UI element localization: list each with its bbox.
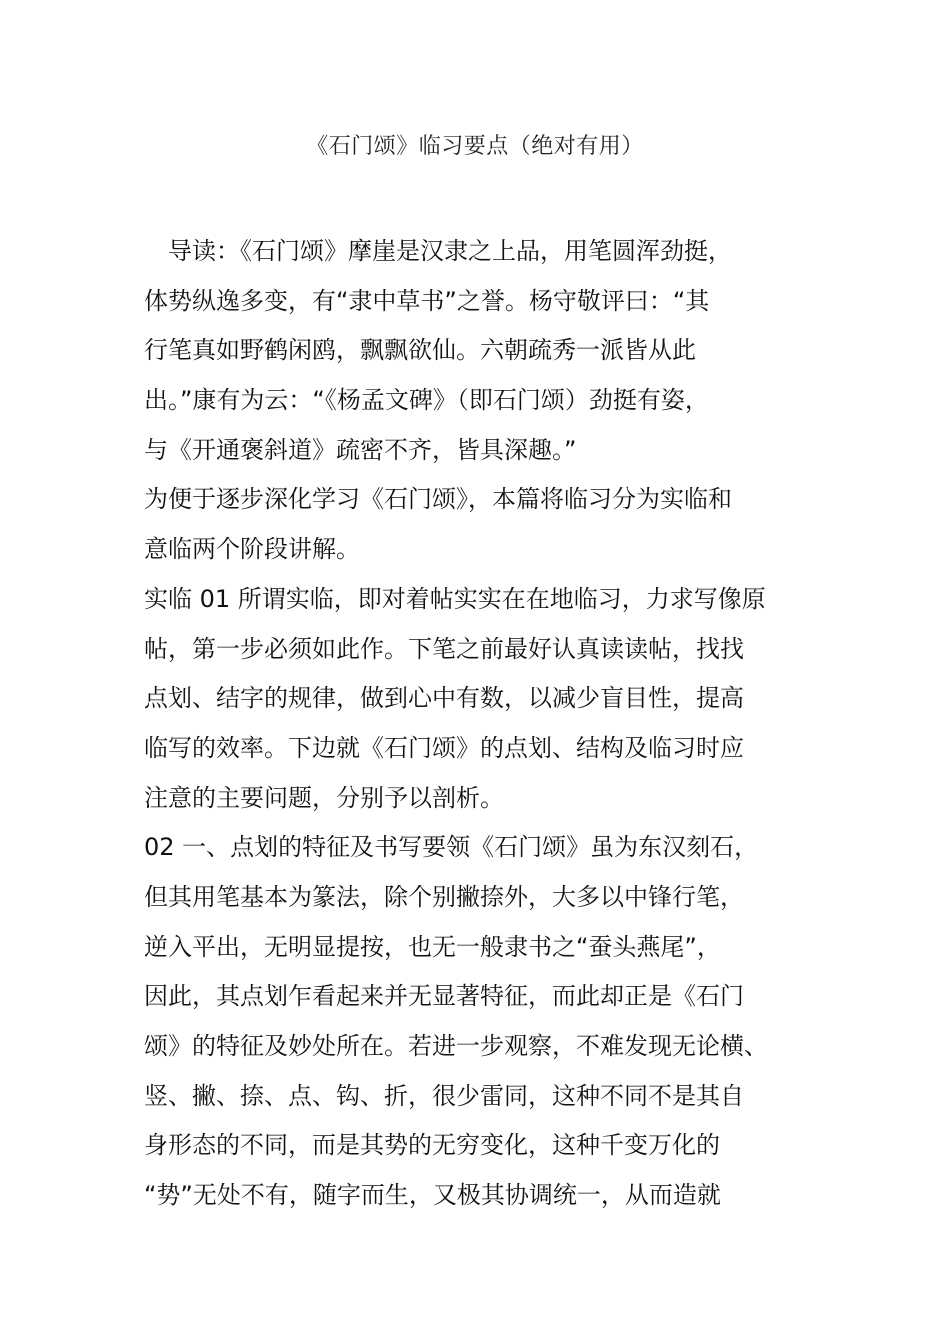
body-line: 颂》的特征及妙处所在。若进一步观察，不难发现无论横、 [144, 1032, 768, 1060]
document-title: 《石门颂》临习要点（绝对有用） [306, 134, 644, 159]
body-line: 体势纵逸多变，有“隶中草书”之誉。杨守敬评曰：“其 [144, 286, 710, 315]
body-line: 02 一、点划的特征及书写要领《石门颂》虽为东汉刻石， [144, 833, 759, 862]
body-line: 身形态的不同，而是其势的无穷变化，这种千变万化的 [144, 1131, 720, 1160]
body-line: 与《开通褒斜道》疏密不齐，皆具深趣。” [144, 435, 577, 464]
document-body [144, 227, 824, 1221]
body-line: 竖、撇、捺、点、钩、折，很少雷同，这种不同不是其自 [144, 1081, 744, 1110]
body-line: 导读：《石门颂》摩崖是汉隶之上品，用笔圆浑劲挺， [144, 237, 732, 265]
body-line: 因此，其点划乍看起来并无显著特征，而此却正是《石门 [144, 982, 744, 1011]
body-line: 帖，第一步必须如此作。下笔之前最好认真读读帖，找找 [144, 634, 744, 663]
body-line: 逆入平出，无明显提按，也无一般隶书之“蚕头燕尾”， [144, 932, 721, 961]
body-line: 为便于逐步深化学习《石门颂》，本篇将临习分为实临和 [144, 485, 732, 514]
body-line: 点划、结字的规律，做到心中有数，以减少盲目性，提高 [144, 684, 744, 713]
body-line: 注意的主要问题，分别予以剖析。 [144, 783, 504, 812]
body-line: 实临 01 所谓实临，即对着帖实实在在地临习，力求写像原 [144, 584, 766, 613]
body-line: 临写的效率。下边就《石门颂》的点划、结构及临习时应 [144, 733, 744, 762]
body-line: 但其用笔基本为篆法，除个别撇捺外，大多以中锋行笔， [144, 882, 744, 911]
body-line: 行笔真如野鹤闲鸥，飘飘欲仙。六朝疏秀一派皆从此 [144, 336, 696, 365]
body-line: 意临两个阶段讲解。 [144, 535, 360, 564]
body-line: 出。”康有为云：“《杨孟文碑》（即石门颂）劲挺有姿， [144, 386, 709, 415]
body-line: “势”无处不有，随字而生，又极其协调统一，从而造就 [144, 1181, 721, 1210]
